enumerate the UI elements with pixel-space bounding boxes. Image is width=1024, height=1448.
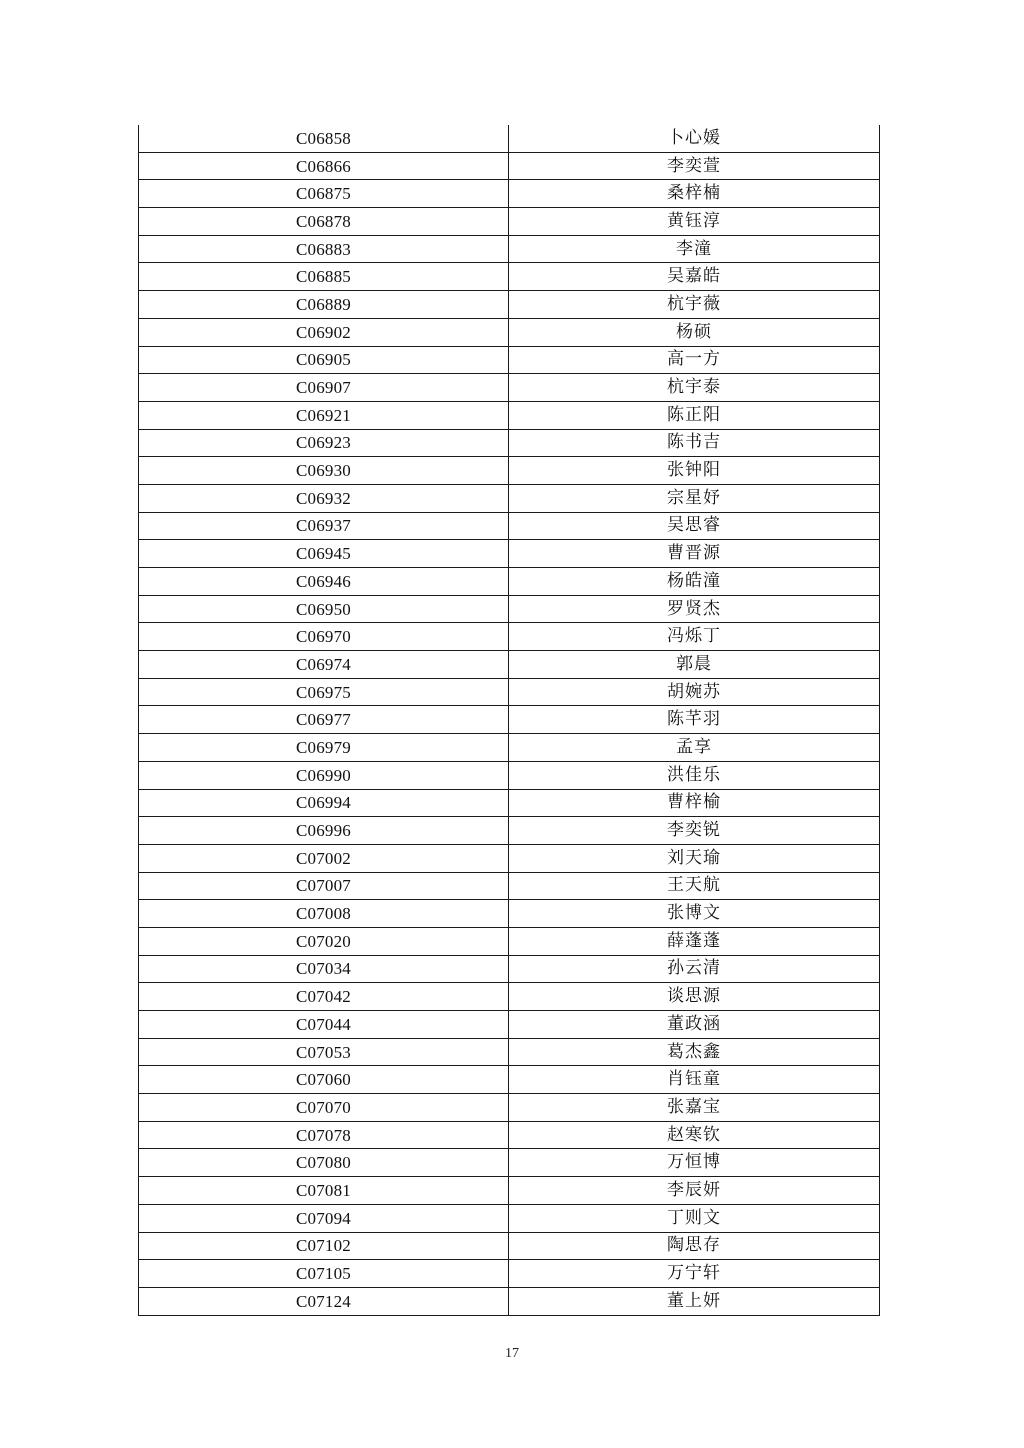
candidate-name-cell: 王天航	[509, 872, 880, 900]
candidate-id-cell: C06990	[139, 761, 509, 789]
table-row	[139, 1066, 880, 1094]
table-row	[139, 706, 880, 734]
candidate-name-cell: 万宁轩	[509, 1260, 880, 1288]
table-row	[139, 678, 880, 706]
candidate-name-cell: 陈书吉	[509, 429, 880, 457]
candidate-name-cell: 卜心媛	[509, 125, 880, 152]
candidate-id-cell: C07124	[139, 1287, 509, 1315]
candidate-name-cell: 李奕锐	[509, 817, 880, 845]
candidate-id-cell: C06994	[139, 789, 509, 817]
table-row	[139, 983, 880, 1011]
table-row	[139, 761, 880, 789]
candidate-name-cell: 孙云清	[509, 955, 880, 983]
candidate-id-cell: C07094	[139, 1204, 509, 1232]
table-row	[139, 1204, 880, 1232]
candidate-name-cell: 肖钰童	[509, 1066, 880, 1094]
table-row	[139, 235, 880, 263]
candidate-id-cell: C06930	[139, 457, 509, 485]
table-row	[139, 1260, 880, 1288]
candidate-name-cell: 高一方	[509, 346, 880, 374]
candidate-id-cell: C07078	[139, 1121, 509, 1149]
table-row	[139, 623, 880, 651]
table-row	[139, 817, 880, 845]
table-row	[139, 125, 880, 152]
candidate-id-cell: C07081	[139, 1177, 509, 1205]
table-row	[139, 844, 880, 872]
candidate-name-cell: 曹晋源	[509, 540, 880, 568]
candidate-name-cell: 吴思睿	[509, 512, 880, 540]
candidate-name-cell: 陶思存	[509, 1232, 880, 1260]
candidate-id-cell: C06970	[139, 623, 509, 651]
candidate-id-cell: C06923	[139, 429, 509, 457]
candidate-id-cell: C07080	[139, 1149, 509, 1177]
candidate-id-cell: C06932	[139, 484, 509, 512]
table-row	[139, 152, 880, 180]
candidate-name-cell: 葛杰鑫	[509, 1038, 880, 1066]
candidate-id-cell: C06921	[139, 401, 509, 429]
candidate-name-cell: 宗星妤	[509, 484, 880, 512]
candidate-id-cell: C07053	[139, 1038, 509, 1066]
candidate-id-cell: C06975	[139, 678, 509, 706]
table-row	[139, 789, 880, 817]
table-row	[139, 374, 880, 402]
table-row	[139, 180, 880, 208]
candidate-name-cell: 李辰妍	[509, 1177, 880, 1205]
candidate-id-cell: C06996	[139, 817, 509, 845]
table-row	[139, 1094, 880, 1122]
candidate-name-cell: 黄钰淳	[509, 208, 880, 236]
candidate-name-cell: 孟享	[509, 734, 880, 762]
candidate-id-cell: C07044	[139, 1011, 509, 1039]
candidate-id-cell: C06977	[139, 706, 509, 734]
candidate-id-cell: C07042	[139, 983, 509, 1011]
roster-table	[138, 125, 880, 1316]
table-row	[139, 291, 880, 319]
candidate-id-cell: C06937	[139, 512, 509, 540]
table-row	[139, 1149, 880, 1177]
candidate-name-cell: 丁则文	[509, 1204, 880, 1232]
table-row	[139, 1287, 880, 1315]
table-row	[139, 346, 880, 374]
candidate-name-cell: 刘天瑜	[509, 844, 880, 872]
candidate-id-cell: C06858	[139, 125, 509, 152]
page-number: 17	[505, 1346, 519, 1361]
table-row	[139, 263, 880, 291]
candidate-id-cell: C06979	[139, 734, 509, 762]
candidate-name-cell: 张嘉宝	[509, 1094, 880, 1122]
candidate-name-cell: 冯烁丁	[509, 623, 880, 651]
table-row	[139, 955, 880, 983]
candidate-id-cell: C06907	[139, 374, 509, 402]
candidate-id-cell: C07102	[139, 1232, 509, 1260]
candidate-id-cell: C06945	[139, 540, 509, 568]
table-row	[139, 401, 880, 429]
table-row	[139, 1121, 880, 1149]
candidate-id-cell: C06885	[139, 263, 509, 291]
candidate-id-cell: C07060	[139, 1066, 509, 1094]
candidate-name-cell: 曹梓榆	[509, 789, 880, 817]
candidate-name-cell: 陈芊羽	[509, 706, 880, 734]
table-row	[139, 595, 880, 623]
candidate-name-cell: 胡婉苏	[509, 678, 880, 706]
candidate-id-cell: C06889	[139, 291, 509, 319]
table-row	[139, 872, 880, 900]
table-row	[139, 318, 880, 346]
table-row	[139, 457, 880, 485]
candidate-name-cell: 罗贤杰	[509, 595, 880, 623]
candidate-name-cell: 洪佳乐	[509, 761, 880, 789]
candidate-name-cell: 张钟阳	[509, 457, 880, 485]
candidate-name-cell: 薛蓬蓬	[509, 927, 880, 955]
candidate-name-cell: 杭宇薇	[509, 291, 880, 319]
candidate-id-cell: C06878	[139, 208, 509, 236]
table-row	[139, 651, 880, 679]
table-row	[139, 1011, 880, 1039]
candidate-name-cell: 杨硕	[509, 318, 880, 346]
table-row	[139, 540, 880, 568]
candidate-id-cell: C06883	[139, 235, 509, 263]
candidate-name-cell: 万恒博	[509, 1149, 880, 1177]
candidate-name-cell: 陈正阳	[509, 401, 880, 429]
candidate-name-cell: 赵寒钦	[509, 1121, 880, 1149]
candidate-name-cell: 杭宇泰	[509, 374, 880, 402]
candidate-id-cell: C07007	[139, 872, 509, 900]
candidate-id-cell: C07008	[139, 900, 509, 928]
candidate-id-cell: C06974	[139, 651, 509, 679]
table-row	[139, 484, 880, 512]
candidate-id-cell: C06950	[139, 595, 509, 623]
candidate-id-cell: C06905	[139, 346, 509, 374]
table-row	[139, 429, 880, 457]
candidate-id-cell: C07002	[139, 844, 509, 872]
candidate-name-cell: 吴嘉皓	[509, 263, 880, 291]
candidate-id-cell: C07020	[139, 927, 509, 955]
table-row	[139, 734, 880, 762]
table-row	[139, 568, 880, 596]
table-row	[139, 1038, 880, 1066]
candidate-name-cell: 董上妍	[509, 1287, 880, 1315]
candidate-id-cell: C07105	[139, 1260, 509, 1288]
candidate-name-cell: 李奕萱	[509, 152, 880, 180]
candidate-name-cell: 张博文	[509, 900, 880, 928]
candidate-id-cell: C07070	[139, 1094, 509, 1122]
candidate-id-cell: C06866	[139, 152, 509, 180]
candidate-id-cell: C06875	[139, 180, 509, 208]
candidate-name-cell: 郭晨	[509, 651, 880, 679]
candidate-name-cell: 董政涵	[509, 1011, 880, 1039]
table-row	[139, 208, 880, 236]
table-row	[139, 512, 880, 540]
table-row	[139, 1177, 880, 1205]
candidate-id-cell: C06946	[139, 568, 509, 596]
roster-table-body	[139, 125, 880, 1315]
candidate-name-cell: 李潼	[509, 235, 880, 263]
candidate-name-cell: 桑梓楠	[509, 180, 880, 208]
table-row	[139, 927, 880, 955]
table-row	[139, 900, 880, 928]
candidate-id-cell: C06902	[139, 318, 509, 346]
candidate-id-cell: C07034	[139, 955, 509, 983]
table-row	[139, 1232, 880, 1260]
candidate-name-cell: 杨皓潼	[509, 568, 880, 596]
candidate-name-cell: 谈思源	[509, 983, 880, 1011]
